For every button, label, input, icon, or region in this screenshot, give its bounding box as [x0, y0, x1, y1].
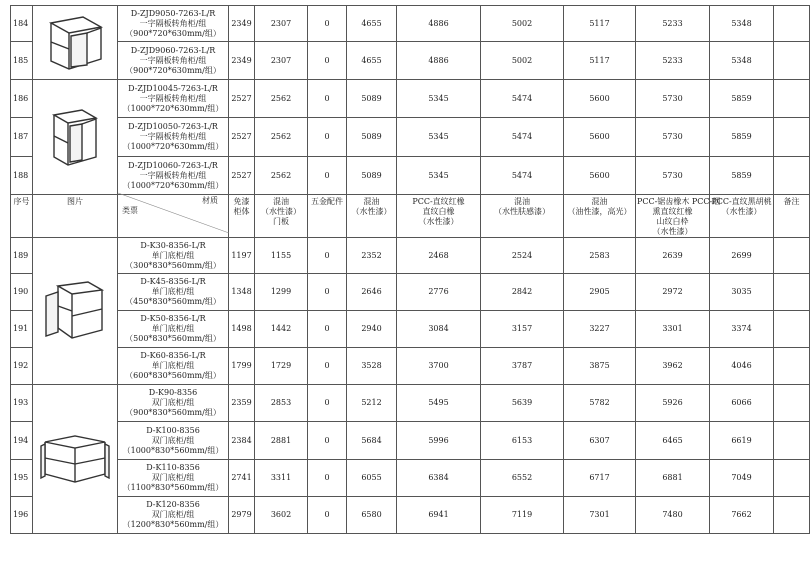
- price-cell: 5600: [564, 157, 636, 195]
- price-cell: 5600: [564, 80, 636, 118]
- price-cell: 5089: [347, 80, 397, 118]
- price-cell: 3528: [347, 348, 397, 385]
- price-cell: 5730: [636, 157, 710, 195]
- price-cell: 2741: [229, 460, 255, 497]
- table-row: [11, 497, 810, 534]
- price-cell: 0: [308, 42, 347, 80]
- row-number: 195: [11, 460, 33, 497]
- price-cell: 2853: [255, 385, 308, 422]
- row-number: 185: [11, 42, 33, 80]
- price-cell: 6717: [564, 460, 636, 497]
- price-cell: 0: [308, 238, 347, 274]
- price-cell: 3157: [481, 311, 564, 348]
- price-cell: 1799: [229, 348, 255, 385]
- price-cell: 3875: [564, 348, 636, 385]
- table-row: [11, 80, 810, 118]
- price-cell: 4655: [347, 42, 397, 80]
- table-row: [11, 274, 810, 311]
- row-number: 184: [11, 6, 33, 42]
- price-cell: 3700: [397, 348, 481, 385]
- price-cell: 5684: [347, 422, 397, 460]
- row-number: 190: [11, 274, 33, 311]
- price-cell: 6465: [636, 422, 710, 460]
- table-header-row: [11, 195, 810, 238]
- price-cell: 6881: [636, 460, 710, 497]
- header-col2: 混油 （水性漆） 门板: [255, 195, 308, 238]
- price-cell: 5996: [397, 422, 481, 460]
- spec-cell: D-ZJD10050-7263-L/R 一字隔板转角柜/组 （1000*720*630mm/组）: [118, 118, 229, 157]
- price-cell: 5212: [347, 385, 397, 422]
- price-cell: 5345: [397, 157, 481, 195]
- price-cell: 5474: [481, 80, 564, 118]
- price-cell: 6307: [564, 422, 636, 460]
- price-cell: 7662: [710, 497, 774, 534]
- price-cell: 2940: [347, 311, 397, 348]
- table-row: [11, 422, 810, 460]
- row-number: 188: [11, 157, 33, 195]
- price-cell: 0: [308, 348, 347, 385]
- row-number: 194: [11, 422, 33, 460]
- spec-cell: D-K100-8356 双门底柜/组 （1000*830*560mm/组）: [118, 422, 229, 460]
- price-cell: 3602: [255, 497, 308, 534]
- price-cell: 0: [308, 80, 347, 118]
- single-door-base-cabinet-icon: [40, 276, 110, 346]
- price-cell: 1348: [229, 274, 255, 311]
- price-cell: 1729: [255, 348, 308, 385]
- price-cell: 2349: [229, 6, 255, 42]
- price-cell: 2972: [636, 274, 710, 311]
- row-number: 189: [11, 238, 33, 274]
- price-cell: 2979: [229, 497, 255, 534]
- spec-cell: D-K90-8356 双门底柜/组 （900*830*560mm/组）: [118, 385, 229, 422]
- table-row: [11, 311, 810, 348]
- price-cell: 5348: [710, 6, 774, 42]
- price-cell: 5089: [347, 118, 397, 157]
- note-cell: [774, 460, 810, 497]
- spec-cell: D-K60-8356-L/R 单门底柜/组 （600*830*560mm/组）: [118, 348, 229, 385]
- price-cell: 5345: [397, 118, 481, 157]
- table-row: [11, 42, 810, 80]
- spec-cell: D-ZJD9060-7263-L/R 一字隔板转角柜/组 （900*720*630mm/组）: [118, 42, 229, 80]
- table-row: [11, 348, 810, 385]
- price-cell: 0: [308, 157, 347, 195]
- price-cell: 7049: [710, 460, 774, 497]
- table-row: [11, 460, 810, 497]
- price-cell: 6580: [347, 497, 397, 534]
- row-number: 191: [11, 311, 33, 348]
- header-material-category: [118, 195, 229, 238]
- price-cell: 3374: [710, 311, 774, 348]
- note-cell: [774, 311, 810, 348]
- price-cell: 0: [308, 422, 347, 460]
- price-cell: 0: [308, 460, 347, 497]
- price-cell: 6619: [710, 422, 774, 460]
- price-cell: 2699: [710, 238, 774, 274]
- price-cell: 5474: [481, 118, 564, 157]
- header-picture: 图片: [33, 195, 118, 238]
- price-cell: 2562: [255, 80, 308, 118]
- price-cell: 6066: [710, 385, 774, 422]
- header-col8: PCC-锯齿橡木 PCC-烟 熏直纹红橡 山纹白枠 （水性漆）: [636, 195, 710, 238]
- price-cell: 3301: [636, 311, 710, 348]
- price-cell: 7480: [636, 497, 710, 534]
- price-cell: 6552: [481, 460, 564, 497]
- price-cell: 2562: [255, 157, 308, 195]
- table-row: [11, 238, 810, 274]
- product-image: [33, 6, 118, 80]
- price-cell: 5859: [710, 80, 774, 118]
- price-cell: 4886: [397, 42, 481, 80]
- product-image: [33, 238, 118, 385]
- price-cell: 5002: [481, 6, 564, 42]
- price-cell: 7301: [564, 497, 636, 534]
- note-cell: [774, 274, 810, 311]
- price-cell: 5348: [710, 42, 774, 80]
- price-cell: 2562: [255, 118, 308, 157]
- spec-cell: D-K110-8356 双门底柜/组 （1100*830*560mm/组）: [118, 460, 229, 497]
- price-cell: 0: [308, 311, 347, 348]
- price-cell: 5730: [636, 118, 710, 157]
- header-material: 材质: [202, 196, 218, 205]
- header-note: 备注: [774, 195, 810, 238]
- price-cell: 6055: [347, 460, 397, 497]
- price-cell: 2352: [347, 238, 397, 274]
- price-cell: 2359: [229, 385, 255, 422]
- price-cell: 5782: [564, 385, 636, 422]
- row-number: 187: [11, 118, 33, 157]
- spec-cell: D-K120-8356 双门底柜/组 （1200*830*560mm/组）: [118, 497, 229, 534]
- row-number: 196: [11, 497, 33, 534]
- price-cell: 2905: [564, 274, 636, 311]
- spec-cell: D-K30-8356-L/R 单门底柜/组 （300*830*560mm/组）: [118, 238, 229, 274]
- price-cell: 2468: [397, 238, 481, 274]
- row-number: 186: [11, 80, 33, 118]
- price-cell: 2583: [564, 238, 636, 274]
- price-cell: 1498: [229, 311, 255, 348]
- price-cell: 2842: [481, 274, 564, 311]
- note-cell: [774, 422, 810, 460]
- price-cell: 2349: [229, 42, 255, 80]
- price-cell: 0: [308, 385, 347, 422]
- price-cell: 6941: [397, 497, 481, 534]
- header-col3: 五金配件: [308, 195, 347, 238]
- price-cell: 5345: [397, 80, 481, 118]
- price-cell: 0: [308, 274, 347, 311]
- price-cell: 3962: [636, 348, 710, 385]
- row-number: 192: [11, 348, 33, 385]
- header-col9: PCC-直纹黑胡桃 （水性漆）: [710, 195, 774, 238]
- price-cell: 2307: [255, 42, 308, 80]
- spec-cell: D-ZJD9050-7263-L/R 一字隔板转角柜/组 （900*720*630mm/组）: [118, 6, 229, 42]
- corner-cabinet-icon: [48, 105, 102, 169]
- price-cell: 3227: [564, 311, 636, 348]
- price-table: [10, 5, 810, 534]
- price-cell: 0: [308, 118, 347, 157]
- price-cell: 1299: [255, 274, 308, 311]
- price-cell: 6384: [397, 460, 481, 497]
- header-no: 序号: [11, 195, 33, 238]
- spec-cell: D-K50-8356-L/R 单门底柜/组 （500*830*560mm/组）: [118, 311, 229, 348]
- price-cell: 5117: [564, 6, 636, 42]
- note-cell: [774, 118, 810, 157]
- spec-cell: D-K45-8356-L/R 单门底柜/组 （450*830*560mm/组）: [118, 274, 229, 311]
- price-cell: 2527: [229, 157, 255, 195]
- note-cell: [774, 6, 810, 42]
- price-cell: 5089: [347, 157, 397, 195]
- price-cell: 3084: [397, 311, 481, 348]
- price-cell: 1155: [255, 238, 308, 274]
- price-cell: 1442: [255, 311, 308, 348]
- table-row: [11, 118, 810, 157]
- price-cell: 3035: [710, 274, 774, 311]
- price-cell: 5600: [564, 118, 636, 157]
- price-cell: 1197: [229, 238, 255, 274]
- price-cell: 2524: [481, 238, 564, 274]
- price-cell: 5859: [710, 157, 774, 195]
- price-cell: 5474: [481, 157, 564, 195]
- price-cell: 2776: [397, 274, 481, 311]
- price-cell: 5926: [636, 385, 710, 422]
- header-col4: 混油 （水性漆）: [347, 195, 397, 238]
- price-cell: 2527: [229, 118, 255, 157]
- double-door-base-cabinet-icon: [39, 428, 111, 490]
- header-category: 类票: [122, 206, 138, 215]
- note-cell: [774, 348, 810, 385]
- note-cell: [774, 238, 810, 274]
- price-cell: 2527: [229, 80, 255, 118]
- row-number: 193: [11, 385, 33, 422]
- price-cell: 4655: [347, 6, 397, 42]
- table-row: [11, 157, 810, 195]
- price-cell: 4046: [710, 348, 774, 385]
- corner-cabinet-icon: [43, 11, 107, 75]
- price-cell: 5730: [636, 80, 710, 118]
- product-image: [33, 80, 118, 195]
- price-cell: 0: [308, 497, 347, 534]
- note-cell: [774, 157, 810, 195]
- price-cell: 5859: [710, 118, 774, 157]
- table-row: [11, 6, 810, 42]
- price-cell: 5233: [636, 6, 710, 42]
- price-cell: 3311: [255, 460, 308, 497]
- product-image: [33, 385, 118, 534]
- price-cell: 7119: [481, 497, 564, 534]
- price-cell: 4886: [397, 6, 481, 42]
- price-cell: 0: [308, 6, 347, 42]
- note-cell: [774, 497, 810, 534]
- price-cell: 5233: [636, 42, 710, 80]
- price-cell: 2307: [255, 6, 308, 42]
- price-cell: 2881: [255, 422, 308, 460]
- spec-cell: D-ZJD10060-7263-L/R 一字隔板转角柜/组 （1000*720*630mm/组）: [118, 157, 229, 195]
- header-col5: PCC-直纹红橡 直纹白橡 （水性漆）: [397, 195, 481, 238]
- header-col7: 混油 （油性漆，高光）: [564, 195, 636, 238]
- note-cell: [774, 42, 810, 80]
- note-cell: [774, 385, 810, 422]
- price-cell: 6153: [481, 422, 564, 460]
- price-cell: 2384: [229, 422, 255, 460]
- price-cell: 5117: [564, 42, 636, 80]
- price-cell: 5002: [481, 42, 564, 80]
- table-row: [11, 385, 810, 422]
- price-cell: 2639: [636, 238, 710, 274]
- header-col1: 免漆 柜体: [229, 195, 255, 238]
- note-cell: [774, 80, 810, 118]
- price-cell: 2646: [347, 274, 397, 311]
- spec-cell: D-ZJD10045-7263-L/R 一字隔板转角柜/组 （1000*720*630mm/组）: [118, 80, 229, 118]
- price-cell: 5495: [397, 385, 481, 422]
- price-cell: 3787: [481, 348, 564, 385]
- price-cell: 5639: [481, 385, 564, 422]
- header-col6: 混油 （水性肤感漆）: [481, 195, 564, 238]
